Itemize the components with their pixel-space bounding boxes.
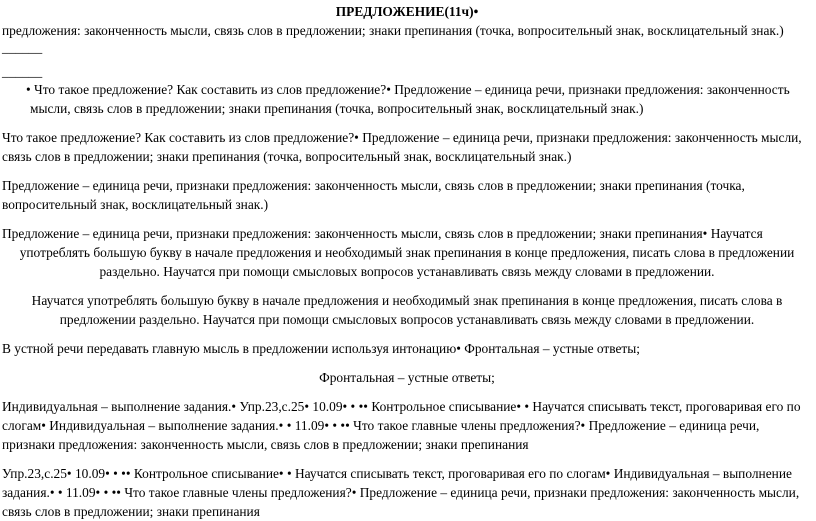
paragraph-4: Научатся употреблять большую букву в начале предложения и необходимый знак препинания в конце предложения, писать слова в предложении раздельно. Научатся при помощи смысловых вопросов устанавливать связь между словами в предложении. — [31, 293, 783, 327]
paragraph-3-rest: употреблять большую букву в начале предложения и необходимый знак препинания в конце предложения, писать слова в предложении раздельно. Научатся при помощи смысловых вопросов устанавливать связь между словами в предложении. — [19, 245, 795, 279]
page-title: ПРЕДЛОЖЕНИЕ(11ч)• — [335, 4, 479, 19]
spacer — [2, 118, 812, 128]
spacer — [2, 358, 812, 368]
spacer — [2, 329, 812, 339]
paragraph-6: Фронтальная – устные ответы; — [319, 370, 495, 385]
spacer — [2, 454, 812, 464]
spacer — [2, 56, 812, 64]
spacer — [2, 166, 812, 176]
spacer — [2, 214, 812, 224]
top-line: предложения: законченность мысли, связь слов в предложении; знаки препинания (точка, вопросительный знак, восклицательный знак.) — [2, 23, 784, 38]
list-item-1 — [2, 80, 812, 118]
underline-rule-2: ______ — [2, 64, 43, 79]
paragraph-8: Упр.23,с.25• 10.09• • •• Контрольное списывание• • Научатся списывать текст, проговаривая его по слогам• Индивидуальная – выполнение задания.• • 11.09• • •• Что такое главные члены предложения?• Предложение – единица речи, признаки предложения: законченность мысли, связь слов в предложении; знаки препинания — [2, 466, 800, 519]
list-number — [6, 80, 26, 99]
spacer — [2, 387, 812, 397]
paragraph-5: В устной речи передавать главную мысль в предложении используя интонацию• Фронтальная – устные ответы; — [2, 341, 640, 356]
paragraph-3-first-line: Предложение – единица речи, признаки предложения: законченность мысли, связь слов в предложении; знаки препинания• Научатся — [2, 226, 763, 241]
paragraph-7: Индивидуальная – выполнение задания.• Упр.23,с.25• 10.09• • •• Контрольное списывание• • Научатся списывать текст, проговаривая его по слогам• Индивидуальная – выполнение задания.• • 11.09• • •• Что такое главные члены предложения?• Предложение – единица речи, признаки предложения: законченность мысли, связь слов в предложении; знаки препинания — [2, 399, 801, 452]
paragraph-1: Что такое предложение? Как составить из слов предложение?• Предложение – единица речи, признаки предложения: законченность мысли, связь слов в предложении; знаки препинания (точка, вопросительный знак, восклицательный знак.) — [2, 130, 802, 164]
underline-rule-1: ______ — [2, 40, 43, 55]
list-item-text: • Что такое предложение? Как составить из слов предложение?• Предложение – единица речи, признаки предложения: законченность мысли, связь слов в предложении; знаки препинания (точка, вопросительный знак, восклицательный знак.) — [26, 82, 790, 116]
paragraph-2: Предложение – единица речи, признаки предложения: законченность мысли, связь слов в предложении; знаки препинания (точка, вопросительный знак, восклицательный знак.) — [2, 178, 745, 212]
spacer — [2, 281, 812, 291]
